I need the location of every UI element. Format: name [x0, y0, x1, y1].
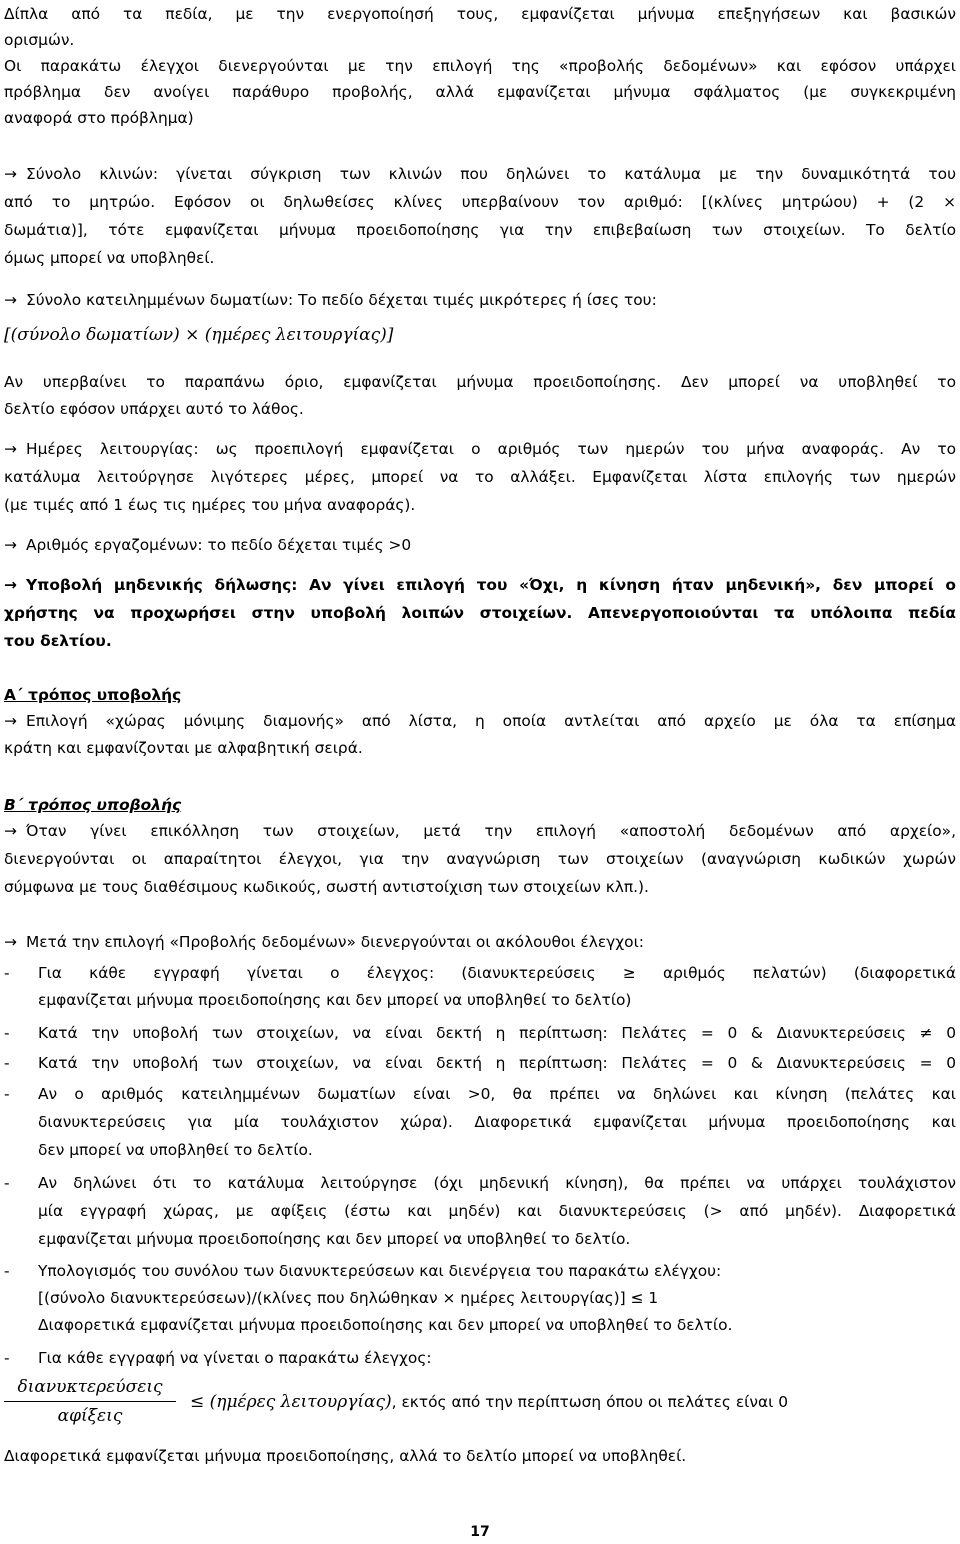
beds-line-3: δωμάτια)], τότε εμφανίζεται μήνυμα προειδοποίησης για την επιβεβαίωση των στοιχείων. Το δελτίο [4, 221, 956, 239]
intro-line-2: ορισμών. [4, 31, 75, 49]
zero-line-2: χρήστης να προχωρήσει στην υποβολή λοιπών στοιχείων. Απενεργοποιούνται τα υπόλοιπα πεδία [4, 604, 956, 622]
method-b-line-2: διενεργούνται οι απαραίτητοι έλεγχοι, για την αναγνώριση των στοιχείων (αναγνώριση κωδικών χωρών [4, 850, 956, 868]
rooms-line-2: Αν υπερβαίνει το παραπάνω όριο, εμφανίζεται μήνυμα προειδοποίησης. Δεν μπορεί να υποβληθεί το [4, 373, 956, 391]
fraction-denominator: αφίξεις [57, 1406, 123, 1426]
method-b-heading: Β΄ τρόπος υποβολής [4, 796, 182, 814]
zero-line-3: του δελτίου. [4, 632, 112, 650]
final-note: Διαφορετικά εμφανίζεται μήνυμα προειδοποίησης, αλλά το δελτίο μπορεί να υποβληθεί. [4, 1447, 687, 1465]
arrow-icon: → [4, 822, 17, 840]
check-item-7-line-1: - Για κάθε εγγραφή να γίνεται ο παρακάτω έλεγχος: [4, 1345, 956, 1371]
arrow-icon: → [4, 291, 17, 309]
check-item-4-line-3: δεν μπορεί να υποβληθεί το δελτίο. [38, 1141, 313, 1159]
fraction-rhs: ≤ (ημέρες λειτουργίας), εκτός από την περίπτωση όπου οι πελάτες είναι 0 [190, 1392, 788, 1412]
bullet-dash: - [4, 1262, 10, 1280]
rooms-line-3: δελτίο εφόσον υπάρχει αυτό το λάθος. [4, 400, 304, 418]
intro-line-3: Οι παρακάτω έλεγχοι διενεργούνται με την επιλογή της «προβολής δεδομένων» και εφόσον υπάρχει [4, 57, 956, 75]
check-item-1-line-1: - Για κάθε εγγραφή γίνεται ο έλεγχος: (διανυκτερεύσεις ≥ αριθμός πελατών) (διαφορετικά [4, 960, 956, 986]
check-item-4-line-1: - Αν ο αριθμός κατειλημμένων δωματίων είναι >0, θα πρέπει να δηλώνει και κίνηση (πελάτες και [4, 1081, 956, 1107]
beds-line-1: → Σύνολο κλινών: γίνεται σύγκριση των κλινών που δηλώνει το κατάλυμα με την δυναμικότητά του [4, 161, 956, 187]
days-line-3: (με τιμές από 1 έως τις ημέρες του μήνα αναφοράς). [4, 496, 416, 514]
bullet-dash: - [4, 1174, 10, 1192]
intro-line-1: Δίπλα από τα πεδία, με την ενεργοποίησή τους, εμφανίζεται μήνυμα επεξηγήσεων και βασικών [4, 5, 956, 23]
bullet-dash: - [4, 1349, 10, 1367]
bullet-dash: - [4, 1054, 10, 1072]
method-b-line-3: σύμφωνα με τους διαθέσιμους κωδικούς, σωστή αντιστοίχιση των στοιχείων κλπ.). [4, 878, 649, 896]
fraction-bar [4, 1401, 176, 1402]
method-a-line-1: → Επιλογή «χώρας μόνιμης διαμονής» από λίστα, η οποία αντλείται από αρχείο με όλα τα επίσημα [4, 708, 956, 734]
arrow-icon: → [4, 440, 17, 458]
rooms-line-1: → Σύνολο κατειλημμένων δωματίων: Το πεδίο δέχεται τιμές μικρότερες ή ίσες του: [4, 287, 956, 313]
method-b-line-1: → Όταν γίνει επικόλληση των στοιχείων, μετά την επιλογή «αποστολή δεδομένων από αρχείο», [4, 818, 956, 844]
bullet-dash: - [4, 1024, 10, 1042]
days-line-1: → Ημέρες λειτουργίας: ως προεπιλογή εμφανίζεται ο αριθμός των ημερών του μήνα αναφοράς. Αν το [4, 436, 956, 462]
days-line-2: κατάλυμα λειτούργησε λιγότερες μέρες, μπορεί να το αλλάξει. Εμφανίζεται λίστα επιλογής των ημερών [4, 468, 956, 486]
beds-line-2: από το μητρώο. Εφόσον οι δηλωθείσες κλίνες υπερβαίνουν τον αριθμό: [(κλίνες μητρώου) + (2 × [4, 193, 956, 211]
check-item-6-line-1: - Υπολογισμός του συνόλου των διανυκτερεύσεων και διενέργεια του παρακάτω ελέγχου: [4, 1258, 956, 1284]
bullet-dash: - [4, 964, 10, 982]
check-item-4-line-2: διανυκτερεύσεις για μία τουλάχιστον χώρα). Διαφορετικά εμφανίζεται μήνυμα προειδοποίησης και [38, 1113, 956, 1131]
intro-line-4: πρόβλημα δεν ανοίγει παράθυρο προβολής, αλλά εμφανίζεται μήνυμα σφάλματος (με συγκεκριμένη [4, 83, 956, 101]
intro-line-5: αναφορά στο πρόβλημα) [4, 109, 194, 127]
fraction-numerator: διανυκτερεύσεις [17, 1377, 163, 1397]
check-item-3: - Κατά την υποβολή των στοιχείων, να είναι δεκτή η περίπτωση: Πελάτες = 0 & Διανυκτερεύσεις = 0 [4, 1050, 956, 1076]
method-a-line-2: κράτη και εμφανίζονται με αλφαβητική σειρά. [4, 739, 363, 757]
employees-line-1: → Αριθμός εργαζομένων: το πεδίο δέχεται τιμές >0 [4, 532, 956, 558]
check-item-5-line-1: - Αν δηλώνει ότι το κατάλυμα λειτούργησε (όχι μηδενική κίνηση), θα πρέπει να υπάρχει τουλάχιστον [4, 1170, 956, 1196]
page-number: 17 [470, 1524, 490, 1540]
check-item-5-line-3: εμφανίζεται μήνυμα προειδοποίησης και δεν μπορεί να υποβληθεί το δελτίο. [38, 1230, 631, 1248]
arrow-icon: → [4, 165, 17, 183]
arrow-icon: → [4, 712, 17, 730]
check-item-1-line-2: εμφανίζεται μήνυμα προειδοποίησης και δεν μπορεί να υποβληθεί το δελτίο) [38, 991, 632, 1009]
arrow-icon: → [4, 933, 17, 951]
zero-line-1: → Υποβολή μηδενικής δήλωσης: Αν γίνει επιλογή του «Όχι, η κίνηση ήταν μηδενική», δεν μπορεί ο [4, 572, 956, 598]
beds-line-4: όμως μπορεί να υποβληθεί. [4, 249, 215, 267]
check-item-5-line-2: μία εγγραφή χώρας, με αφίξεις (έστω και μηδέν) και διανυκτερεύσεις (> από μηδέν). Διαφορετικά [38, 1202, 956, 1220]
arrow-icon: → [4, 536, 17, 554]
check-item-2: - Κατά την υποβολή των στοιχείων, να είναι δεκτή η περίπτωση: Πελάτες = 0 & Διανυκτερεύσεις ≠ 0 [4, 1020, 956, 1046]
checks-intro: → Μετά την επιλογή «Προβολής δεδομένων» διενεργούνται οι ακόλουθοι έλεγχοι: [4, 929, 956, 955]
bullet-dash: - [4, 1085, 10, 1103]
ratio-fraction [4, 1375, 176, 1428]
arrow-icon: → [4, 576, 17, 594]
check-item-6-line-2: [(σύνολο διανυκτερεύσεων)/(κλίνες που δηλώθηκαν × ημέρες λειτουργίας)] ≤ 1 [38, 1289, 659, 1307]
rooms-formula: [(σύνολο δωματίων) × (ημέρες λειτουργίας)] [4, 325, 394, 345]
method-a-heading: Α΄ τρόπος υποβολής [4, 686, 182, 704]
check-item-6-line-3: Διαφορετικά εμφανίζεται μήνυμα προειδοποίησης και δεν μπορεί να υποβληθεί το δελτίο. [38, 1316, 733, 1334]
